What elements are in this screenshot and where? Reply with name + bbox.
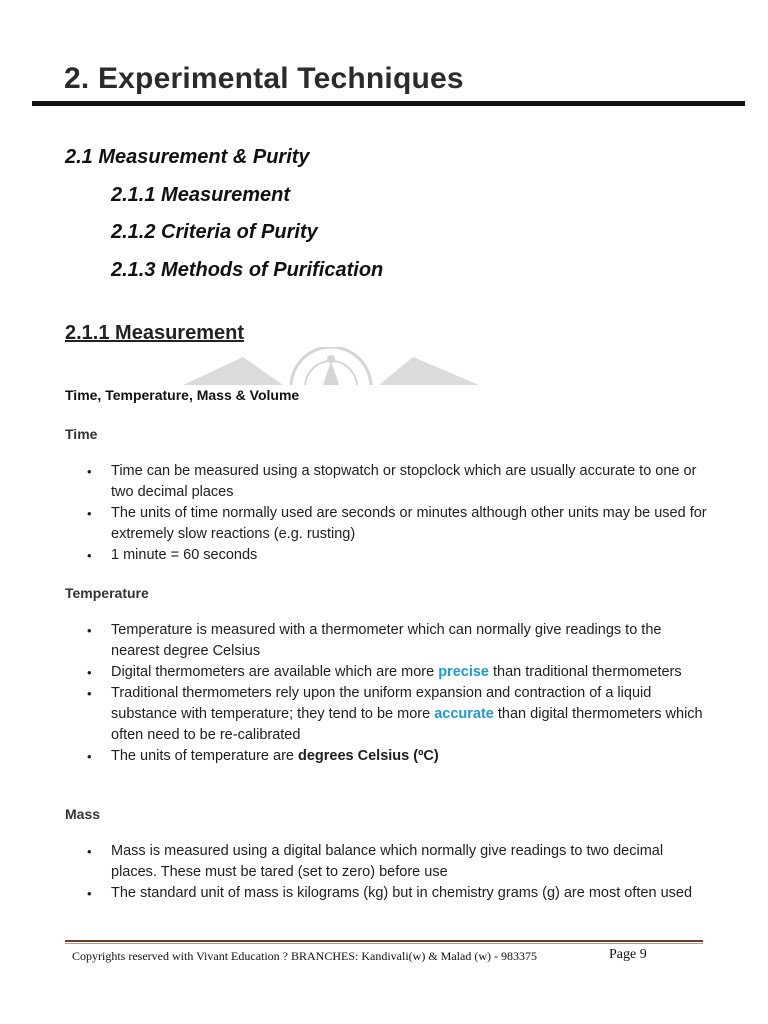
time-bullet-list <box>87 461 712 566</box>
footer-copyright: Copyrights reserved with Vivant Education ? BRANCHES: Kandivali(w) & Malad (w) - 983375 <box>72 949 537 963</box>
highlight-precise: precise <box>438 664 489 680</box>
list-item: • The units of temperature are degrees Celsius (ºC) <box>87 746 712 767</box>
toc-sub-item: 2.1.2 Criteria of Purity <box>111 221 318 243</box>
topic-heading-time: Time <box>65 426 98 442</box>
topic-heading-mass: Mass <box>65 806 101 822</box>
toc-sub-item: 2.1.1 Measurement <box>111 184 290 206</box>
list-item: • The standard unit of mass is kilograms (kg) but in chemistry grams (g) are most often used <box>87 883 712 904</box>
toc-sub-item: 2.1.3 Methods of Purification <box>111 259 384 281</box>
title-underline <box>32 101 745 106</box>
chapter-title: 2. Experimental Techniques <box>64 62 464 95</box>
subheading: Time, Temperature, Mass & Volume <box>65 387 300 403</box>
watermark-logo <box>183 347 479 385</box>
list-item: • Time can be measured using a stopwatch or stopclock which are usually accurate to one or two decimal places <box>87 461 712 503</box>
list-item: • Mass is measured using a digital balance which normally give readings to two decimal places. These must be tared (set to zero) before use <box>87 841 712 883</box>
section-heading: 2.1.1 Measurement <box>65 322 244 344</box>
highlight-accurate: accurate <box>434 706 494 722</box>
page-number: Page 9 <box>609 947 647 962</box>
toc-main-item: 2.1 Measurement & Purity <box>65 146 310 168</box>
list-item: • Traditional thermometers rely upon the uniform expansion and contraction of a liquid substance with temperature; they tend to be more accurate than digital thermometers which often need to be re-calibrated <box>87 683 712 746</box>
list-item: • Digital thermometers are available which are more precise than traditional thermometers <box>87 662 712 683</box>
list-item: • The units of time normally used are seconds or minutes although other units may be used for extremely slow reactions (e.g. rusting) <box>87 503 712 545</box>
list-item: • 1 minute = 60 seconds <box>87 545 712 566</box>
list-item: • Temperature is measured with a thermometer which can normally give readings to the nearest degree Celsius <box>87 620 712 662</box>
footer-divider <box>65 940 703 942</box>
mass-bullet-list <box>87 841 712 904</box>
topic-heading-temperature: Temperature <box>65 585 149 601</box>
footer-divider-secondary <box>65 943 703 944</box>
celsius-bold: degrees Celsius (ºC) <box>298 748 439 764</box>
temperature-bullet-list <box>87 620 712 767</box>
